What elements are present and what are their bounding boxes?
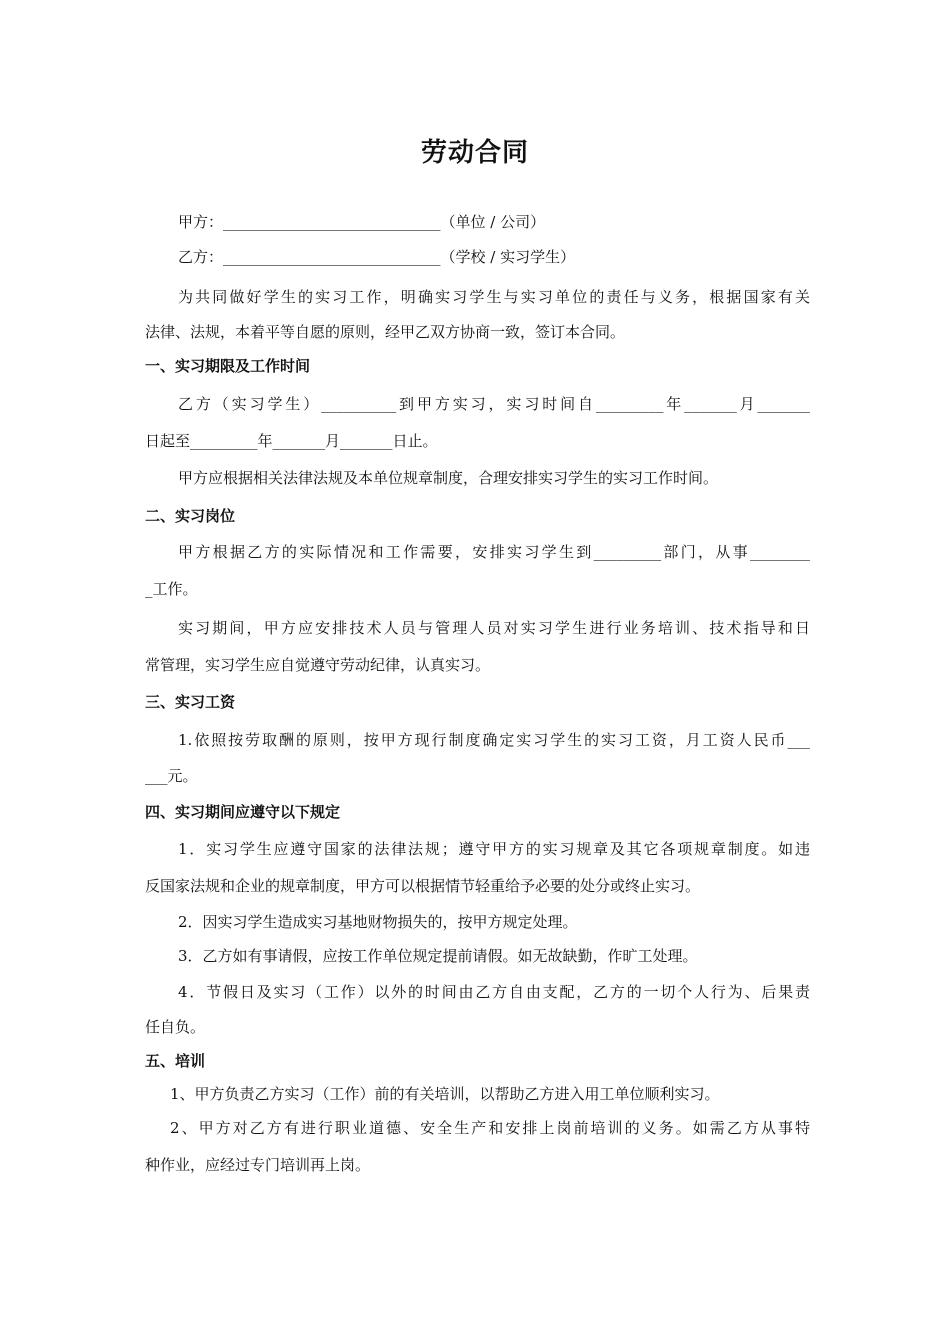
section-1-paragraph-2: 甲方应根据相关法律法规及本单位规章制度，合理安排实习学生的实习工作时间。 (178, 469, 719, 487)
section-4-item-2: 2．因实习学生造成实习基地财物损失的，按甲方规定处理。 (178, 913, 578, 931)
section-4-item-4-line-1: 4．节假日及实习（工作）以外的时间由乙方自由支配，乙方的一切个人行为、后果责 (178, 983, 810, 1001)
section-3-heading: 三、实习工资 (145, 693, 236, 711)
section-4-item-1-line-2: 反国家法规和企业的规章制度，甲方可以根据情节轻重给予必要的处分或终止实习。 (145, 877, 701, 895)
section-2-paragraph-1-line-1: 甲方根据乙方的实际情况和工作需要，安排实习学生到_________部门，从事________ (178, 543, 810, 561)
section-4-item-3: 3．乙方如有事请假，应按工作单位规定提前请假。如无故缺勤，作旷工处理。 (178, 947, 698, 965)
section-2-paragraph-2-line-1: 实习期间，甲方应安排技术人员与管理人员对实习学生进行业务培训、技术指导和日 (178, 619, 810, 637)
section-5-heading: 五、培训 (145, 1052, 206, 1070)
section-1-paragraph-1-line-2: 日起至_________年_______月_______日止。 (145, 432, 438, 450)
section-5-item-2-line-1: 2、甲方对乙方有进行职业道德、安全生产和安排上岗前培训的义务。如需乙方从事特 (170, 1119, 810, 1137)
section-3-paragraph-1-line-1: 1.依照按劳取酬的原则，按甲方现行制度确定实习学生的实习工资，月工资人民币___ (178, 731, 810, 749)
intro-paragraph-line-1: 为共同做好学生的实习工作，明确实习学生与实习单位的责任与义务，根据国家有关 (178, 288, 810, 306)
party-a-line: 甲方：_____________________________（单位 / 公司） (178, 213, 546, 231)
section-3-paragraph-1-line-2: ___元。 (145, 767, 198, 785)
party-b-line: 乙方：_____________________________（学校 / 实习学生） (178, 248, 576, 266)
section-2-heading: 二、实习岗位 (145, 507, 236, 525)
section-4-heading: 四、实习期间应遵守以下规定 (145, 803, 341, 821)
section-5-item-1: 1、甲方负责乙方实习（工作）前的有关培训，以帮助乙方进入用工单位顺利实习。 (170, 1085, 720, 1103)
intro-paragraph-line-2: 法律、法规，本着平等自愿的原则，经甲乙双方协商一致，签订本合同。 (145, 323, 626, 341)
section-4-item-4-line-2: 任自负。 (145, 1018, 206, 1036)
section-4-item-1-line-1: 1．实习学生应遵守国家的法律法规；遵守甲方的实习规章及其它各项规章制度。如违 (178, 840, 810, 858)
section-1-paragraph-1-line-1: 乙方（实习学生）__________到甲方实习，实习时间自_________年_______月_______ (178, 395, 810, 413)
section-1-heading: 一、实习期限及工作时间 (145, 357, 311, 375)
section-5-item-2-line-2: 种作业，应经过专门培训再上岗。 (145, 1156, 371, 1174)
section-2-paragraph-1-line-2: _工作。 (145, 580, 198, 598)
section-2-paragraph-2-line-2: 常管理，实习学生应自觉遵守劳动纪律，认真实习。 (145, 656, 491, 674)
document-title: 劳动合同 (420, 138, 529, 168)
